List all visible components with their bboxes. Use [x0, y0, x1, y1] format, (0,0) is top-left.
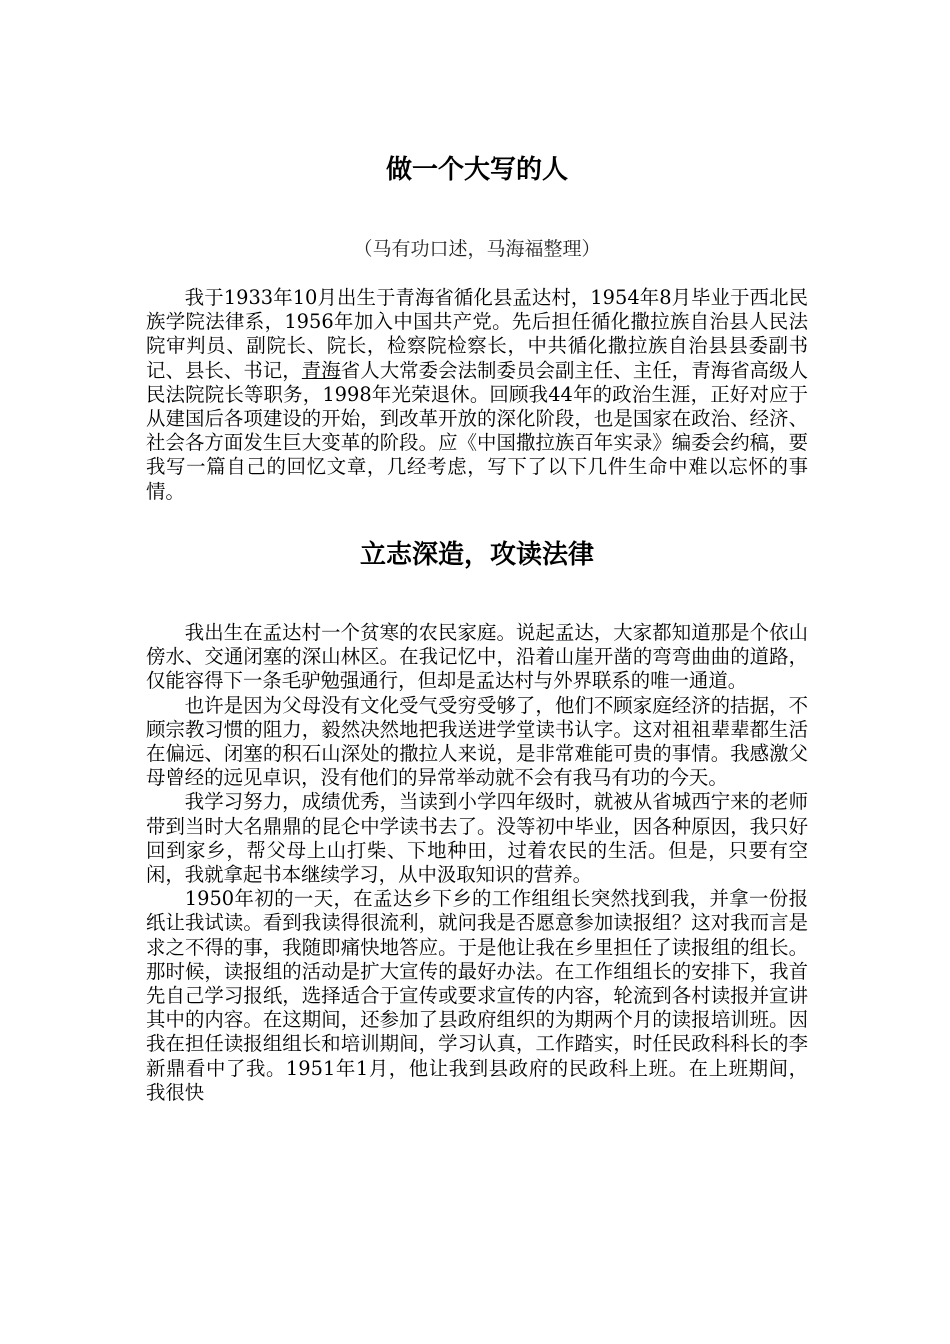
- body-paragraph-1: 我出生在孟达村一个贫寒的农民家庭。说起孟达，大家都知道那是个依山傍水、交通闭塞的深山林区。在我记忆中，沿着山崖开凿的弯弯曲曲的道路，仅能容得下一条毛驴勉强通行，但却是孟达村与外界联系的唯一通道。: [146, 621, 808, 693]
- intro-section: [146, 286, 808, 504]
- body-paragraph-2: 也许是因为父母没有文化受气受穷受够了，他们不顾家庭经济的拮据，不顾宗教习惯的阻力，毅然决然地把我送进学堂读书认字。这对祖祖辈辈都生活在偏远、闭塞的积石山深处的撒拉人来说，是非常难能可贵的事情。我感激父母曾经的远见卓识，没有他们的异常举动就不会有我马有功的今天。: [146, 693, 808, 790]
- intro-paragraph: [146, 286, 808, 504]
- main-section: [146, 621, 808, 1105]
- document-page: [146, 0, 808, 1344]
- section-heading: 立志深造，攻读法律: [359, 540, 594, 570]
- body-paragraph-4: 1950年初的一天，在孟达乡下乡的工作组组长突然找到我，并拿一份报纸让我试读。看到我读得很流利，就问我是否愿意参加读报组？这对我而言是求之不得的事，我随即痛快地答应。于是他让我在乡里担任了读报组的组长。那时候，读报组的活动是扩大宣传的最好办法。在工作组组长的安排下，我首先自己学习报纸，选择适合于宣传或要求宣传的内容，轮流到各村读报并宣讲其中的内容。在这期间，还参加了县政府组织的为期两个月的读报培训班。因我在担任读报组组长和培训期间，学习认真，工作踏实，时任民政科科长的李新鼎看中了我。1951年1月，他让我到县政府的民政科上班。在上班期间，我很快: [146, 887, 808, 1104]
- intro-text-before-link: 我于1933年10月出生于青海省循化县孟达村，1954年8月毕业于西北民族学院法律系，1956年加入中国共产党。先后担任循化撒拉族自治县人民法院审判员、副院长、院长，检察院检察长，中共循化撒拉族自治县县委副书记、县长、书记，: [146, 286, 808, 382]
- document-title: 做一个大写的人: [385, 155, 568, 185]
- body-paragraph-3: 我学习努力，成绩优秀，当读到小学四年级时，就被从省城西宁来的老师带到当时大名鼎鼎的昆仑中学读书去了。没等初中毕业，因各种原因，我只好回到家乡，帮父母上山打柴、下地种田，过着农民的生活。但是，只要有空闲，我就拿起书本继续学习，从中汲取知识的营养。: [146, 790, 808, 887]
- intro-text-after-link: 省人大常委会法制委员会副主任、主任，青海省高级人民法院院长等职务，1998年光荣退休。回顾我44年的政治生涯，正好对应于从建国后各项建设的开始，到改革开放的深化阶段，也是国家在政治、经济、社会各方面发生巨大变革的阶段。应《中国撒拉族百年实录》编委会约稿，要我写一篇自己的回忆文章，几经考虑，写下了以下几件生命中难以忘怀的事情。: [146, 358, 809, 503]
- document-subtitle: （马有功口述，马海福整理）: [353, 238, 601, 260]
- qinghai-link[interactable]: 青海: [301, 358, 341, 382]
